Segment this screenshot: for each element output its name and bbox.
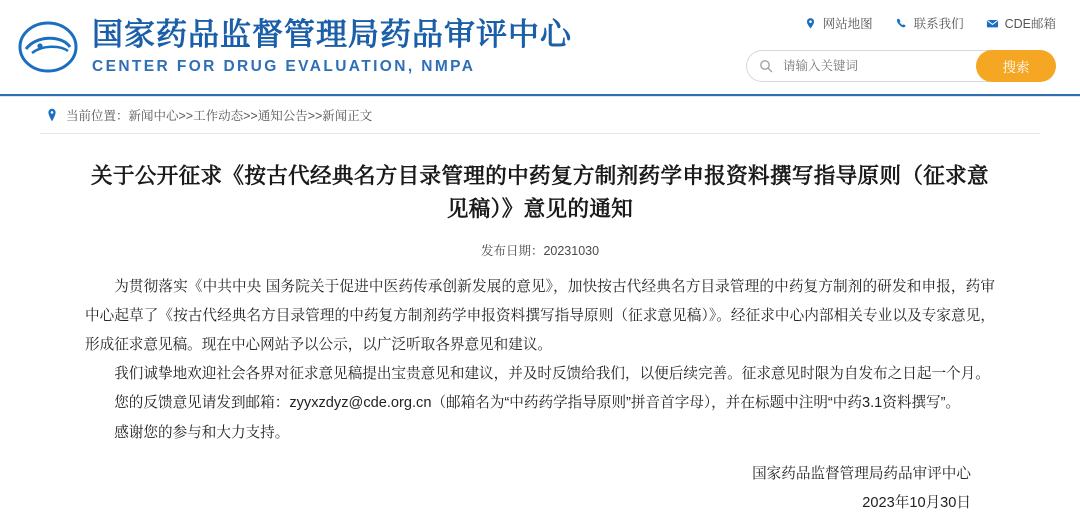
search-bar bbox=[746, 50, 1056, 82]
header-links bbox=[746, 10, 1056, 36]
search-icon bbox=[759, 59, 773, 73]
breadcrumb bbox=[0, 97, 1080, 133]
site-logo[interactable] bbox=[18, 19, 572, 75]
brand-title-cn: 国家药品监督管理局药品审评中心 bbox=[92, 17, 572, 53]
breadcrumb-divider bbox=[40, 133, 1040, 134]
header-link-sitemap-label: 网站地图 bbox=[822, 17, 873, 31]
article-paragraph: 我们诚挚地欢迎社会各界对征求意见稿提出宝贵意见和建议，并及时反馈给我们，以便后续完善。征求意见时限为自发布之日起一个月。 bbox=[114, 366, 990, 383]
signature-block bbox=[85, 460, 995, 518]
article-paragraph: 感谢您的参与和大力支持。 bbox=[114, 424, 290, 441]
location-pin-icon bbox=[46, 108, 58, 123]
site-header bbox=[0, 0, 1080, 94]
header-link-mail-label: CDE邮箱 bbox=[1004, 17, 1056, 31]
article-paragraph: 为贯彻落实《中共中央 国务院关于促进中医药传承创新发展的意见》，加快按古代经典名方目录管理的中药复方制剂的研发和申报，药审中心起草了《按古代经典名方目录管理的中药复方制剂药学申报资料撰写指导原则（征求意见稿）》。经征求中心内部相关专业以及专家意见，形成征求意见稿。现在中心网站予以公示，以广泛听取各界意见和建议。 bbox=[85, 278, 995, 353]
page-title: 关于公开征求《按古代经典名方目录管理的中药复方制剂药学申报资料撰写指导原则（征求意见稿）》意见的通知 bbox=[91, 164, 989, 222]
article-paragraph: 您的反馈意见请发到邮箱：zyyxzdyz@cde.org.cn（邮箱名为“中药药学指导原则”拼音首字母），并在标题中注明“中药3.1资料撰写”。 bbox=[114, 395, 961, 412]
location-pin-icon bbox=[804, 16, 818, 30]
breadcrumb-text[interactable]: 当前位置：新闻中心>>工作动态>>通知公告>>新闻正文 bbox=[66, 109, 373, 123]
publish-date: 发布日期：20231030 bbox=[480, 243, 600, 258]
article bbox=[0, 160, 1080, 518]
header-right-panel bbox=[746, 10, 1056, 82]
header-link-sitemap[interactable] bbox=[804, 14, 873, 32]
envelope-icon bbox=[986, 16, 1000, 30]
header-link-contact-label: 联系我们 bbox=[913, 17, 964, 31]
header-link-mail[interactable] bbox=[986, 14, 1056, 32]
signature-org: 国家药品监督管理局药品审评中心 bbox=[752, 465, 971, 482]
cde-logo-icon bbox=[18, 19, 78, 75]
brand-title-en: CENTER FOR DRUG EVALUATION, NMPA bbox=[92, 58, 476, 76]
brand-text-block bbox=[92, 19, 572, 75]
signature-date: 2023年10月30日 bbox=[862, 494, 971, 511]
search-button[interactable]: 搜索 bbox=[976, 50, 1056, 82]
header-link-contact[interactable] bbox=[895, 14, 964, 32]
search-input[interactable] bbox=[781, 58, 990, 74]
search-input-wrap[interactable] bbox=[746, 50, 990, 82]
phone-icon bbox=[895, 16, 909, 30]
article-body bbox=[85, 273, 995, 448]
